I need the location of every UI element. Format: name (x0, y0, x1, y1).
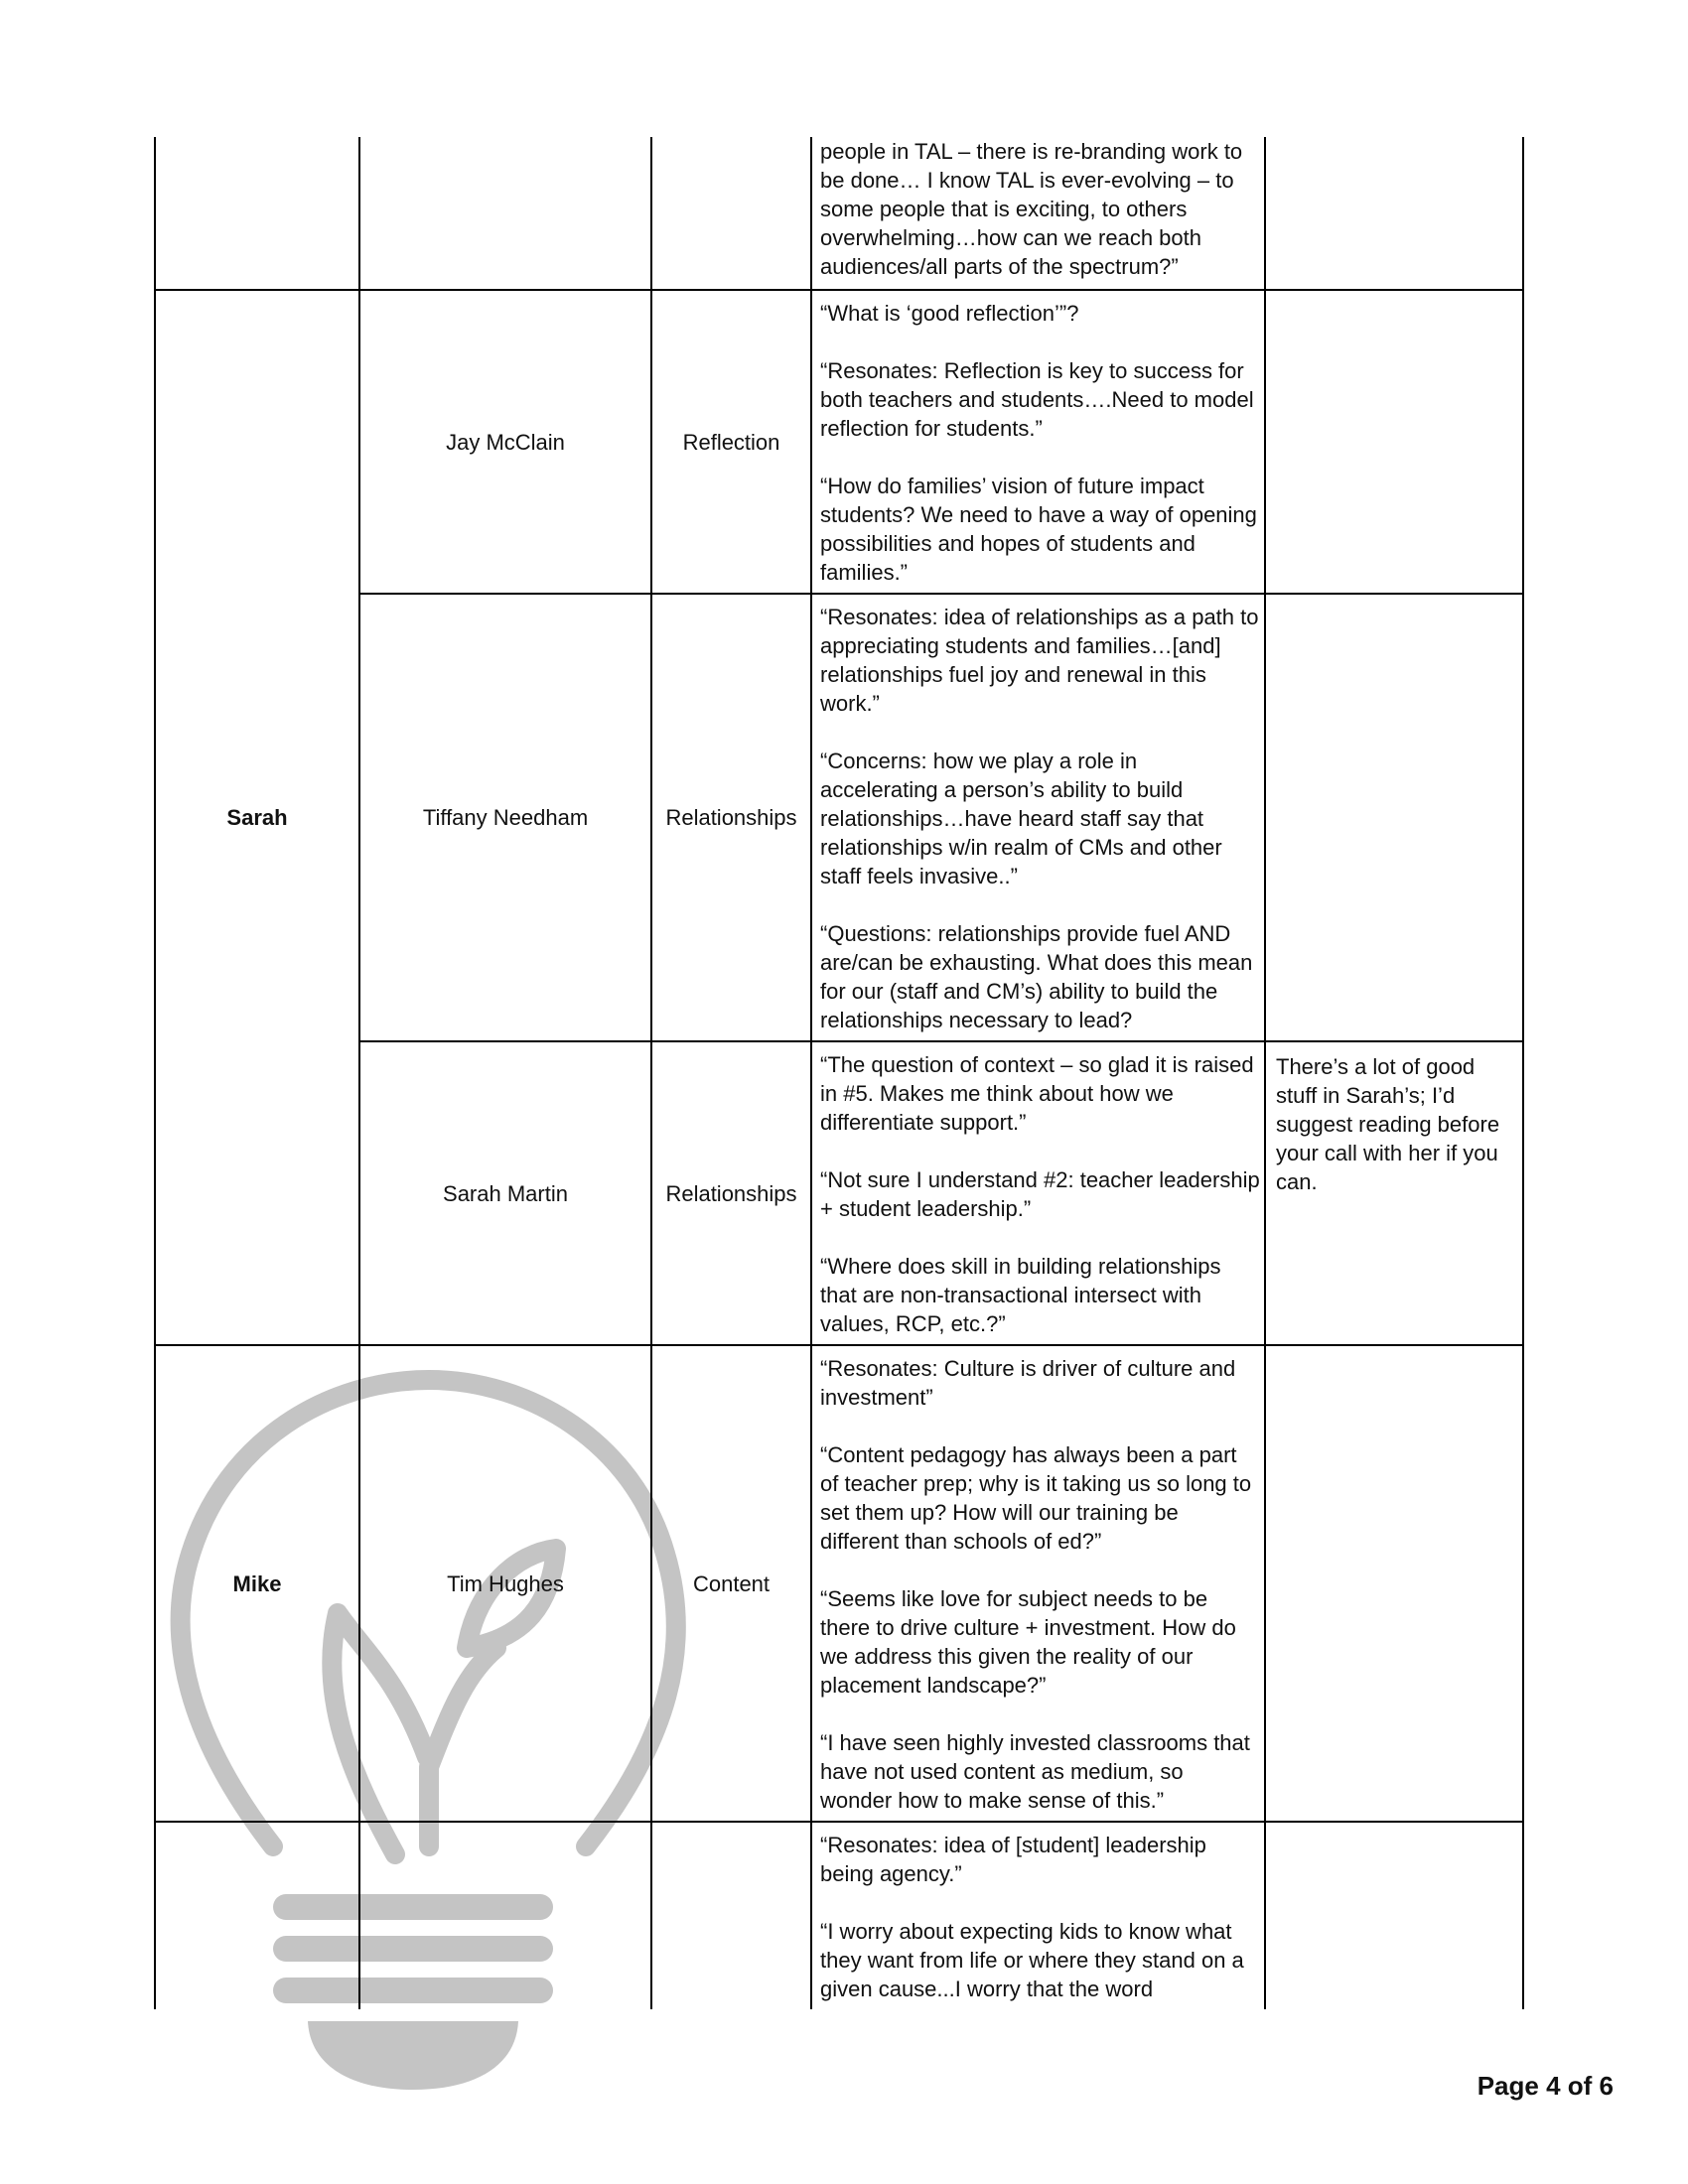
coach-note (1266, 1823, 1522, 1833)
feedback-cell (811, 290, 1265, 594)
feedback-quote: “Content pedagogy has always been a part of teacher prep; why is it taking us so long to set them up? How will our training be different than schools of ed?” (820, 1442, 1252, 1554)
feedback-quote: people in TAL – there is re-branding work to be done… I know TAL is ever-evolving – to some people that is exciting, to others overwhelming…how can we reach both audiences/all parts of the spectrum?” (820, 139, 1243, 279)
notes-cell (1265, 1822, 1523, 2009)
notes-cell (1265, 1041, 1523, 1345)
participant-name-cell: Tim Hughes (359, 1345, 651, 1822)
participant-name-cell: Sarah Martin (359, 1041, 651, 1345)
coach-note (1266, 595, 1522, 605)
participant-name-cell (359, 137, 651, 290)
feedback-table (154, 137, 1524, 2009)
feedback-cell (811, 1041, 1265, 1345)
coach-cell (155, 1822, 359, 2009)
coach-note: There’s a lot of good stuff in Sarah’s; I’d suggest reading before your call with her if you can. (1276, 1054, 1500, 1194)
feedback-quote: “Where does skill in building relationships that are non-transactional intersect with values, RCP, etc.?” (820, 1254, 1221, 1336)
feedback-quote: “I have seen highly invested classrooms that have not used content as medium, so wonder how to make sense of this.” (820, 1730, 1250, 1813)
theme-cell: Content (651, 1345, 811, 1822)
coach-cell (155, 137, 359, 290)
participant-name-cell: Jay McClain (359, 290, 651, 594)
feedback-quote: “Resonates: Culture is driver of culture and investment” (820, 1356, 1236, 1410)
coach-note (1266, 291, 1522, 301)
feedback-quote: “What is ‘good reflection’”? (820, 301, 1079, 326)
theme-cell: Relationships (651, 1041, 811, 1345)
notes-cell (1265, 1345, 1523, 1822)
feedback-quote: “Resonates: Reflection is key to success for both teachers and students….Need to model reflection for students.” (820, 358, 1254, 441)
coach-note (1266, 1346, 1522, 1356)
page-number: Page 4 of 6 (1477, 2071, 1614, 2101)
table-row (155, 137, 1523, 290)
coach-note (1266, 137, 1522, 147)
feedback-cell (811, 1345, 1265, 1822)
theme-cell: Relationships (651, 594, 811, 1041)
feedback-quote: “Concerns: how we play a role in accelerating a person’s ability to build relationships…have heard staff say that relationships w/in realm of CMs and other staff feels invasive..” (820, 749, 1222, 888)
notes-cell (1265, 137, 1523, 290)
feedback-quote: “Seems like love for subject needs to be there to drive culture + investment. How do we address this given the reality of our placement landscape?” (820, 1586, 1236, 1698)
notes-cell (1265, 290, 1523, 594)
table-row (155, 290, 1523, 594)
coach-cell: Mike (155, 1345, 359, 1822)
feedback-quote: “How do families’ vision of future impact students? We need to have a way of opening possibilities and hopes of students and families.” (820, 474, 1257, 585)
feedback-cell (811, 137, 1265, 290)
theme-cell (651, 137, 811, 290)
feedback-cell (811, 594, 1265, 1041)
feedback-cell (811, 1822, 1265, 2009)
table-row (155, 1041, 1523, 1345)
feedback-quote: “Questions: relationships provide fuel AND are/can be exhausting. What does this mean for our (staff and CM’s) ability to build the relationships necessary to lead? (820, 921, 1253, 1032)
table-row (155, 1345, 1523, 1822)
notes-cell (1265, 594, 1523, 1041)
participant-name-cell: Tiffany Needham (359, 594, 651, 1041)
feedback-quote: “The question of context – so glad it is raised in #5. Makes me think about how we differentiate support.” (820, 1052, 1254, 1135)
feedback-quote: “Resonates: idea of [student] leadership being agency.” (820, 1833, 1206, 1886)
table-row (155, 1822, 1523, 2009)
participant-name-cell (359, 1822, 651, 2009)
feedback-quote: “I worry about expecting kids to know what they want from life or where they stand on a given cause...I worry that the word (820, 1919, 1244, 2001)
coach-cell: Sarah (155, 290, 359, 1345)
table-row (155, 594, 1523, 1041)
theme-cell (651, 1822, 811, 2009)
feedback-quote: “Resonates: idea of relationships as a path to appreciating students and families…[and] relationships fuel joy and renewal in this work.” (820, 605, 1259, 716)
theme-cell: Reflection (651, 290, 811, 594)
feedback-quote: “Not sure I understand #2: teacher leadership + student leadership.” (820, 1167, 1260, 1221)
